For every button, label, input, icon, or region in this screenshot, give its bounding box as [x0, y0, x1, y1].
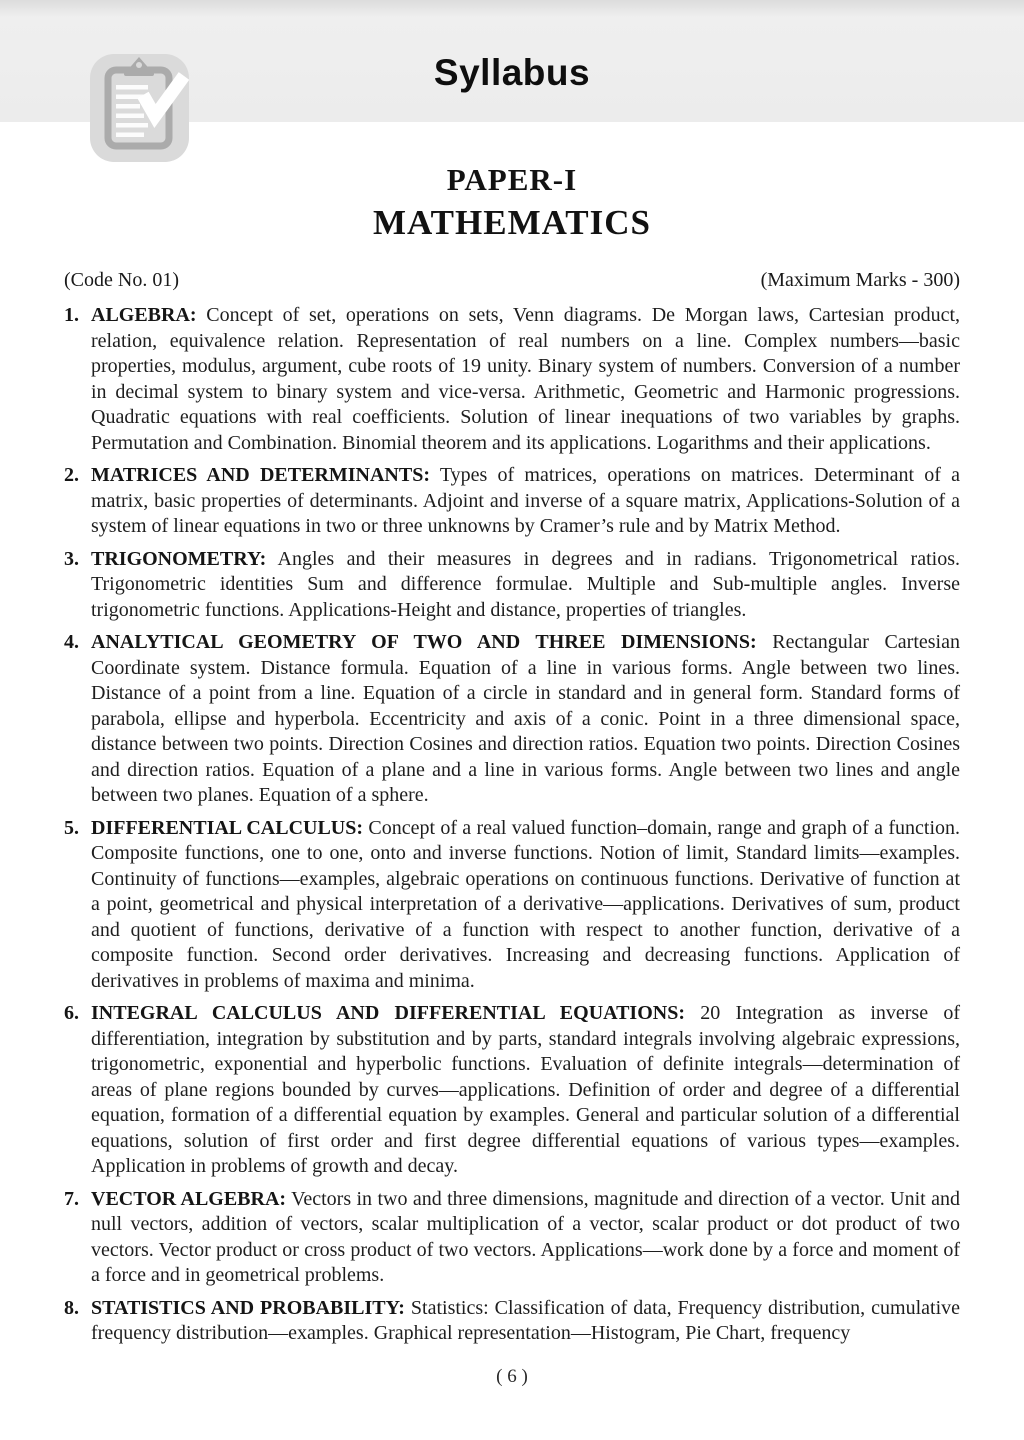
item-body: Statistics: Classification of data, Frequency distribution, cumulative frequency distribution—examples. Graphical representation—Histogram, Pie Chart, frequency [91, 1296, 961, 1344]
item-number: 8. [64, 1296, 79, 1319]
item-heading: ANALYTICAL GEOMETRY OF TWO AND THREE DIMENSIONS: [91, 631, 757, 653]
item-body: 20 Integration as inverse of differentiation, integration by substitution and by parts, standard integrals involving algebraic expressions, trigonometric, exponential and hyperbolic functions. Evaluation of definite integrals—determination of areas of plane regions bounded by curves—applications. Definition of order and degree of a differential equation, formation of a differential equation by examples. General and particular solution of a differential equations, solution of first order and first degree differential equations of various types—examples. Application in problems of growth and decay. [91, 1002, 960, 1177]
item-number: 5. [64, 816, 79, 839]
item-text [91, 1187, 960, 1289]
item-body: Rectangular Cartesian Coordinate system. Distance formula. Equation of a line in various forms. Angle between two lines. Distance of a point from a line. Equation of a circle in standard and in general form. Standard forms of parabola, ellipse and hyperbola. Eccentricity and axis of a conic. Point in a three dimensional space, distance between two points. Direction Cosines and direction ratios. Equation two points. Direction Cosines and direction ratios. Equation of a plane and a line in various forms. Angle between two lines and angle between two planes. Equation of a sphere. [91, 631, 960, 806]
item-heading: DIFFERENTIAL CALCULUS: [91, 816, 364, 839]
item-body: Vectors in two and three dimensions, magnitude and direction of a vector. Unit and null vectors, addition of vectors, scalar multiplication of a vector, scalar product or dot product of two vectors. Vector product or cross product of two vectors. Applications—work done by a force and moment of a force and in geometrical problems. [91, 1187, 961, 1286]
syllabus-item [64, 1001, 960, 1180]
item-number: 3. [64, 547, 79, 570]
item-text [91, 303, 960, 456]
syllabus-item [64, 630, 960, 809]
item-text [91, 1001, 960, 1180]
item-body: Concept of set, operations on sets, Venn diagrams. De Morgan laws, Cartesian product, relation, equivalence relation. Representation of real numbers on a line. Complex numbers—basic properties, modulus, argument, cube roots of 19 unity. Binary system of numbers. Conversion of a number in decimal system to binary system and vice-versa. Arithmetic, Geometric and Harmonic progressions. Quadratic equations with real coefficients. Solution of linear inequations of two variables by graphs. Permutation and Combination. Binomial theorem and its applications. Logarithms and their applications. [91, 304, 961, 454]
syllabus-item [64, 303, 960, 456]
page-number: ( 6 ) [496, 1366, 528, 1387]
syllabus-item [64, 816, 960, 995]
syllabus-list [64, 303, 960, 1347]
code-row [64, 269, 960, 292]
clipboard-check-icon [90, 54, 189, 162]
item-heading: ALGEBRA: [91, 304, 197, 326]
item-text [91, 816, 960, 995]
item-body: Concept of a real valued function–domain, range and graph of a function. Composite functions, one to one, onto and inverse functions. Notion of limit, Standard limits—examples. Continuity of functions—examples, algebraic operations on continuous functions. Derivative of function at a point, geometrical and physical interpretation of a derivative—applications. Derivatives of sum, product and quotient of functions, derivative of a function with respect to another function, derivative of a composite function. Second order derivatives. Increasing and decreasing functions. Application of derivatives in problems of maxima and minima. [91, 816, 961, 992]
item-heading: VECTOR ALGEBRA: [91, 1187, 287, 1210]
paper-subject-title: MATHEMATICS [372, 203, 652, 242]
item-body: Angles and their measures in degrees and in radians. Trigonometrical ratios. Trigonometric identities Sum and difference formulae. Multiple and Sub-multiple angles. Inverse trigonometric functions. Applications-Height and distance, properties of triangles. [91, 547, 960, 621]
item-number: 6. [64, 1002, 79, 1024]
page-title: Syllabus [433, 52, 591, 93]
item-text [91, 463, 960, 540]
item-heading: INTEGRAL CALCULUS AND DIFFERENTIAL EQUATIONS: [91, 1002, 685, 1024]
paper-number-title: PAPER-I [446, 162, 578, 197]
maximum-marks: (Maximum Marks - 300) [760, 269, 960, 291]
item-heading: MATRICES AND DETERMINANTS: [91, 464, 430, 486]
item-number: 7. [64, 1187, 79, 1210]
paper-title-block [0, 162, 1024, 243]
item-number: 4. [64, 631, 79, 653]
syllabus-item [64, 1296, 960, 1347]
code-number: (Code No. 01) [64, 269, 179, 291]
syllabus-item [64, 1187, 960, 1289]
item-text [91, 1296, 960, 1347]
item-text [91, 630, 960, 809]
item-heading: STATISTICS AND PROBABILITY: [91, 1296, 405, 1319]
item-body: Types of matrices, operations on matrices. Determinant of a matrix, basic properties of determinants. Adjoint and inverse of a square matrix, Applications-Solution of a system of linear equations in two or three unknowns by Cramer’s rule and by Matrix Method. [91, 464, 960, 537]
item-text [91, 547, 960, 624]
item-number: 2. [64, 464, 79, 486]
item-number: 1. [64, 304, 79, 326]
syllabus-item [64, 463, 960, 540]
item-heading: TRIGONOMETRY: [91, 547, 267, 570]
syllabus-item [64, 547, 960, 624]
